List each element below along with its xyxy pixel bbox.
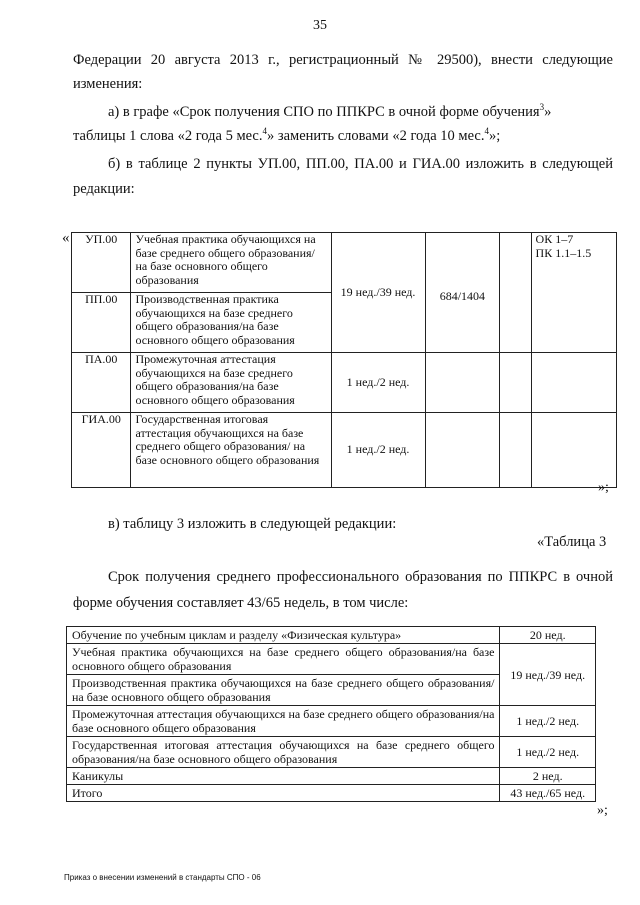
row-hours xyxy=(425,353,500,413)
blank-cell xyxy=(500,353,531,413)
row-value: 1 нед./2 нед. xyxy=(500,706,596,737)
table-row xyxy=(67,785,596,802)
table-row xyxy=(72,233,617,293)
table3-caption: «Таблица 3 xyxy=(537,534,607,550)
row-label: Итого xyxy=(67,785,500,802)
row-duration: 1 нед./2 нед. xyxy=(331,353,425,413)
row-code: УП.00 xyxy=(72,233,131,293)
row-label: Каникулы xyxy=(67,768,500,785)
competence-pk: ПК 1.1–1.5 xyxy=(535,245,592,260)
table-row xyxy=(67,644,596,675)
row-description: Производственная практика обучающихся на базе среднего общего образования/на базе основного общего образования xyxy=(131,293,331,353)
table-row xyxy=(67,737,596,768)
table3-close-mark: »; xyxy=(597,803,608,818)
table-row xyxy=(72,413,617,488)
item-b-line-2: редакции: xyxy=(73,181,135,197)
item-a-line-2: таблицы 1 слова «2 года 5 мес.$^4$» заменить словами «2 года 10 мес.$^4$»; xyxy=(73,126,501,144)
row-label: Производственная практика обучающихся на базе среднего общего образования/на базе основного общего образования xyxy=(67,675,500,706)
item-b-line-1: б) в таблице 2 пункты УП.00, ПП.00, ПА.00 и ГИА.00 изложить в следующей xyxy=(108,156,613,172)
row-code: ГИА.00 xyxy=(72,413,131,488)
row-duration: 1 нед./2 нед. xyxy=(331,413,425,488)
practice-duration: 19 нед./39 нед. xyxy=(331,233,425,353)
row-value: 43 нед./65 нед. xyxy=(500,785,596,802)
table-row xyxy=(67,627,596,644)
row-label: Государственная итоговая аттестация обучающихся на базе среднего общего образования/на базе основного общего образования xyxy=(67,737,500,768)
row-value: 20 нед. xyxy=(500,627,596,644)
table-row xyxy=(67,768,596,785)
row-hours xyxy=(425,413,500,488)
table-row xyxy=(72,353,617,413)
table2-open-quote: « xyxy=(62,230,70,246)
summary-line-1: Срок получения среднего профессионального образования по ППКРС в очной xyxy=(108,569,613,585)
summary-line-2: форме обучения составляет 43/65 недель, в том числе: xyxy=(73,595,409,611)
competences-cell xyxy=(531,413,616,488)
row-value: 2 нед. xyxy=(500,768,596,785)
row-code: ПП.00 xyxy=(72,293,131,353)
blank-cell xyxy=(500,233,531,353)
row-description: Государственная итоговая аттестация обучающихся на базе среднего общего образования/ на базе основного общего образования xyxy=(131,413,331,488)
row-label: Обучение по учебным циклам и разделу «Физическая культура» xyxy=(67,627,500,644)
row-description: Промежуточная аттестация обучающихся на базе среднего общего образования/на базе основного общего образования xyxy=(131,353,331,413)
competence-ok: ОК 1–7 xyxy=(535,232,574,246)
blank-cell xyxy=(500,413,531,488)
competences-cell xyxy=(531,233,616,353)
intro-line-1: Федерации 20 августа 2013 г., регистрационный № 29500), внести следующие xyxy=(73,52,613,68)
practice-value: 19 нед./39 нед. xyxy=(500,644,596,706)
competences-cell xyxy=(531,353,616,413)
practice-hours: 684/1404 xyxy=(425,233,500,353)
table-3 xyxy=(66,626,596,802)
footer: Приказ о внесении изменений в стандарты СПО - 06 xyxy=(64,873,261,882)
row-code: ПА.00 xyxy=(72,353,131,413)
item-c: в) таблицу 3 изложить в следующей редакции: xyxy=(108,516,397,532)
page-number: 35 xyxy=(313,18,327,33)
row-label: Учебная практика обучающихся на базе среднего общего образования/на базе основного общего образования xyxy=(67,644,500,675)
row-description: Учебная практика обучающихся на базе среднего общего образования/на базе основного общего образования xyxy=(131,233,331,293)
table-2 xyxy=(71,232,617,488)
table-row xyxy=(67,706,596,737)
table2-close-mark: »; xyxy=(598,480,609,495)
intro-line-2: изменения: xyxy=(73,76,143,92)
row-value: 1 нед./2 нед. xyxy=(500,737,596,768)
row-label: Промежуточная аттестация обучающихся на базе среднего общего образования/на базе основного общего образования xyxy=(67,706,500,737)
item-a-line-1: а) в графе «Срок получения СПО по ППКРС в очной форме обучения$^3$» xyxy=(108,102,552,120)
